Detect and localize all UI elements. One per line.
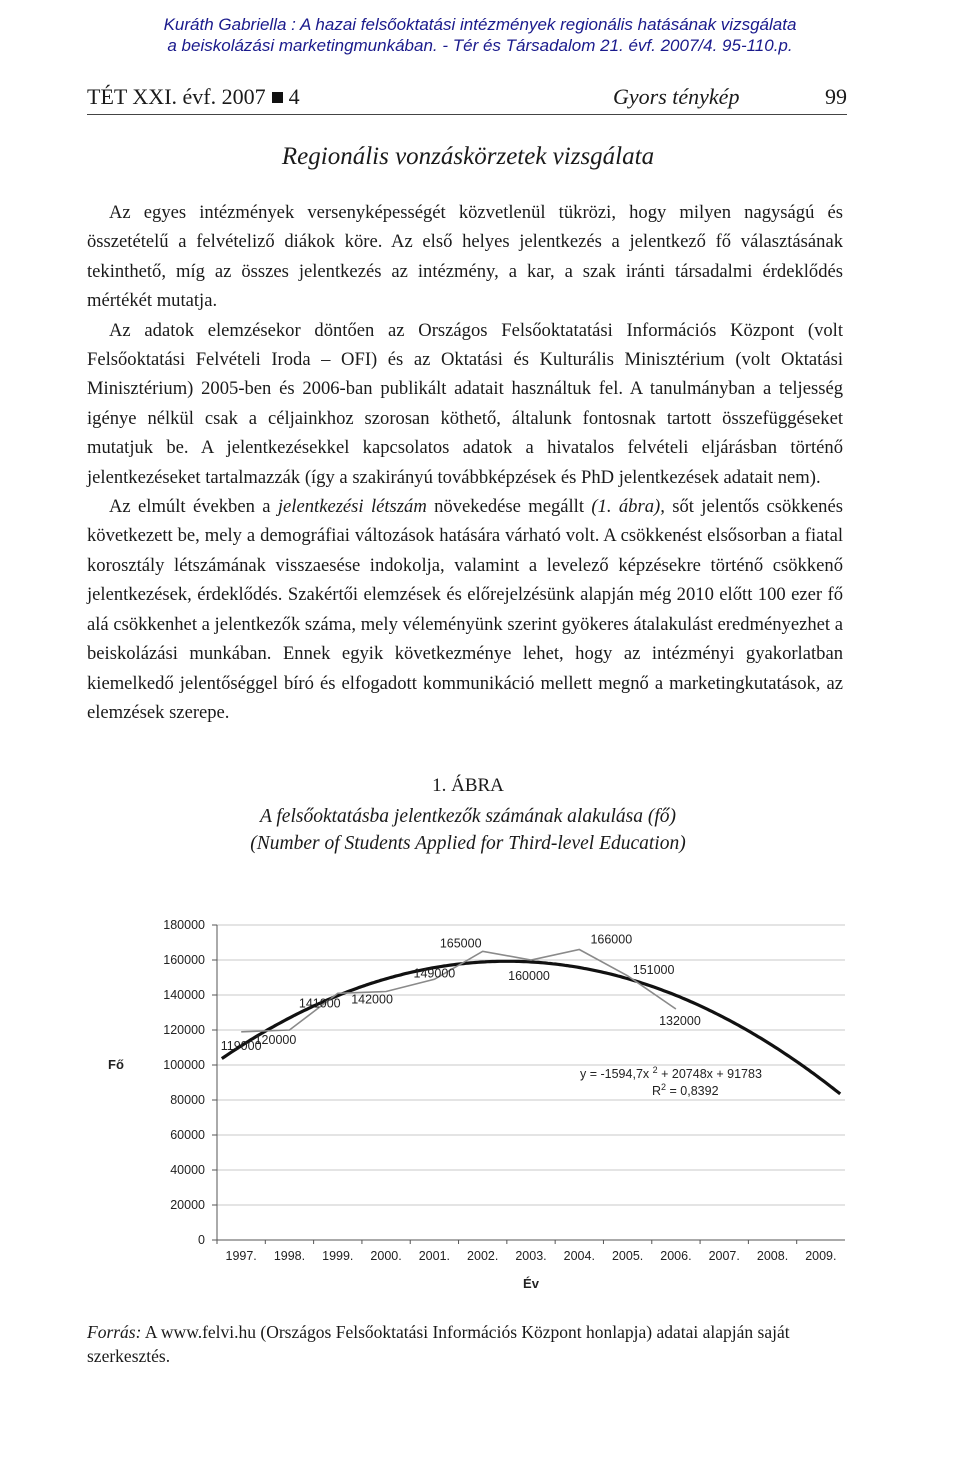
section-label: Gyors ténykép (613, 84, 740, 109)
data-label: 149000 (413, 966, 456, 981)
journal-issue-number: 4 (288, 84, 300, 109)
y-tick-label: 40000 (170, 1163, 205, 1177)
x-tick-label: 2009. (805, 1249, 837, 1263)
trend-equation-exponent: 2 (652, 1065, 658, 1075)
trend-equation-part: + 20748x + 91783 (657, 1067, 762, 1081)
paragraph-1: Az egyes intézmények versenyképességét közvetlenül tükrözi, hogy milyen nagyságú és összetételű a felvételiző diákok köre. Az első helyes jelentkezés a jelentkező fő választásának tekinthető, míg az összes jelentkezés az intézmény, a kar, a szak iránti társadalmi érdeklődés mértékét mutatja. (87, 202, 843, 312)
journal-issue (87, 84, 300, 110)
figure-title (0, 803, 936, 857)
y-tick-label: 0 (198, 1233, 205, 1247)
figure-title-hu: A felsőoktatásba jelentkezők számának alakulása (fő) (259, 806, 677, 827)
data-label: 160000 (508, 969, 550, 983)
figure-number: 1. ÁBRA (432, 775, 504, 796)
data-label: 142000 (351, 992, 393, 1007)
trend-equation (580, 1065, 762, 1081)
x-tick-label: 2002. (467, 1249, 499, 1263)
figure-reference: (1. ábra), (591, 496, 665, 518)
trend-equation-part: y = -1594,7x (580, 1067, 653, 1081)
square-bullet-icon (272, 92, 283, 103)
paragraph-3-mid: növekedése megállt (434, 496, 584, 518)
paragraph-3-term: jelentkezési létszám (277, 496, 427, 518)
paragraph-3 (87, 492, 843, 727)
citation-header (0, 14, 960, 56)
y-tick-label: 140000 (163, 988, 205, 1002)
line-chart (100, 900, 860, 1290)
figure-title-en: (Number of Students Applied for Third-level Education) (250, 833, 686, 854)
r-squared (652, 1082, 719, 1098)
journal-issue-text: TÉT XXI. évf. 2007 (87, 84, 266, 109)
section-title: Regionális vonzáskörzetek vizsgálata (281, 143, 655, 170)
y-tick-label: 180000 (163, 918, 205, 932)
x-tick-label: 2005. (611, 1249, 644, 1263)
y-tick-label: 80000 (170, 1093, 205, 1107)
citation-line-2: a beiskolázási marketingmunkában. - Tér és Társadalom 21. évf. 2007/4. 95-110.p. (167, 36, 793, 55)
x-tick-label: 2007. (708, 1249, 740, 1263)
paragraph-3-end: sőt jelentős csökkenés következett be, mely a demográfiai változások hatására várható volt. A csökkenést elsősorban a fiatal korosztály létszámának visszaesése indokolja, valamint a levelező képzésekre történő csökkenő jelentkezések, érdeklődés. Szakértői elemzések és előrejelzésünk alapján még 2010 előtt 100 ezer fő alá csökkenhet a jelentkezők száma, mely véleményünk szerint gyökeres átalakulást eredményezhet a beiskolázási munkában. Ennek egyik következménye lehet, hogy az intézményi gyakorlatban kiemelkedő jelentőséggel bíró és elfogadott kommunikáció mellett megnő a marketingkutatások, az elemzések szerepe. (87, 496, 843, 723)
data-line (241, 950, 676, 1032)
data-label: 119000 (220, 1038, 262, 1053)
r-squared-exponent: 2 (661, 1082, 667, 1092)
x-tick-label: 2000. (370, 1249, 402, 1263)
x-tick-label: 1997. (225, 1249, 257, 1263)
figure-source (87, 1320, 847, 1368)
page-number: 99 (825, 84, 847, 109)
y-tick-label: 120000 (163, 1023, 205, 1037)
paragraph-3-start: Az elmúlt években a (109, 496, 271, 518)
y-tick-label: 20000 (170, 1198, 205, 1212)
y-tick-label: 100000 (163, 1058, 205, 1072)
data-label: 166000 (590, 932, 633, 947)
x-tick-label: 1998. (273, 1249, 306, 1263)
data-label: 165000 (439, 936, 482, 951)
x-tick-label: 2004. (563, 1249, 595, 1263)
y-tick-label: 160000 (163, 953, 205, 967)
paragraph-2: Az adatok elemzésekor döntően az Országos Felsőoktatatási Információs Központ (volt Felsőoktatási Felvételi Iroda – OFI) és az Oktatási és Kulturális Minisztérium (volt Oktatási Minisztérium) 2005-ben és 2006-ban publikált adatait használtuk fel. A tanulmányban a teljesség igénye nélkül csak a céljainkhoz szorosan köthető, általunk fontosnak tartott összefüggéseket mutatjuk be. A jelentkezésekkel kapcsolatos adatok a hivatalos felvételi eljárásban történő jelentkezéseket tartalmazzák (így a szakirányú továbbképzések és PhD jelentkezések adatait nem). (87, 319, 843, 488)
y-tick-label: 60000 (170, 1128, 205, 1142)
data-label: 120000 (254, 1033, 297, 1047)
body-text (87, 198, 843, 727)
running-head (87, 84, 847, 115)
y-axis-title: Fő (108, 1057, 124, 1072)
data-label: 151000 (632, 962, 675, 977)
data-label: 132000 (659, 1014, 701, 1028)
source-label: Forrás: (87, 1322, 142, 1342)
r-squared-part: = 0,8392 (666, 1084, 719, 1098)
x-tick-label: 2003. (515, 1249, 547, 1263)
data-label: 141000 (298, 996, 341, 1011)
citation-line-1: Kuráth Gabriella : A hazai felsőoktatási intézmények regionális hatásának vizsgálata (163, 15, 797, 34)
x-tick-label: 1999. (322, 1249, 354, 1263)
x-axis-title: Év (523, 1276, 539, 1290)
x-tick-label: 2008. (756, 1249, 789, 1263)
r-squared-part: R (652, 1084, 662, 1098)
x-tick-label: 2001. (418, 1249, 451, 1263)
x-tick-label: 2006. (660, 1249, 692, 1263)
source-text: A www.felvi.hu (Országos Felsőoktatási Információs Központ honlapja) adatai alapján saját szerkesztés. (87, 1322, 790, 1366)
